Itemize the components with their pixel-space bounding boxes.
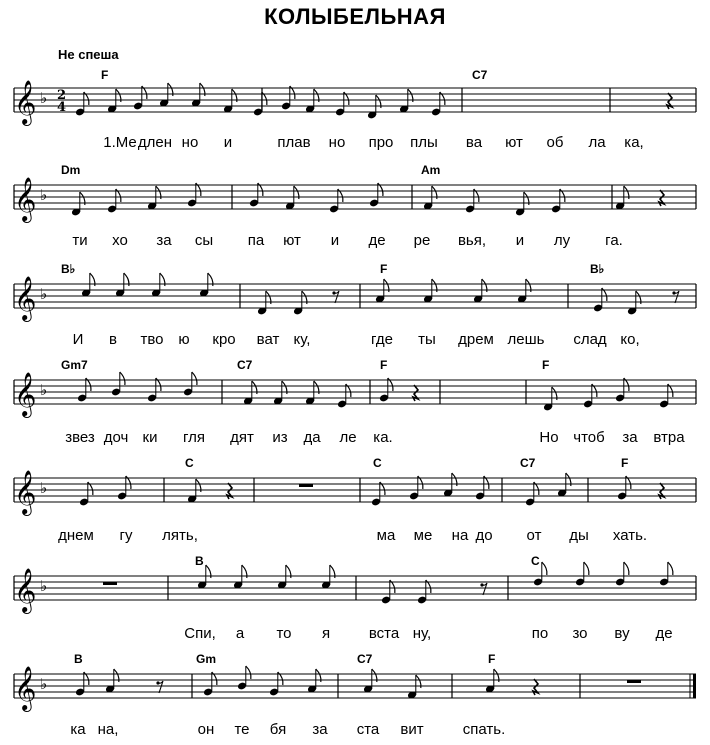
lyric-syllable: длен [137,134,173,151]
chord-symbol: C7 [237,358,253,372]
lyric-syllable: ку, [293,331,311,348]
chord-symbol: C [185,456,194,470]
whole-rest [299,484,313,487]
lyric-syllable: дрем [458,331,494,348]
lyric-syllable: ну, [412,625,432,642]
lyric-syllable: ки [142,429,158,446]
lyric-syllable: но [328,134,346,151]
lyric-syllable: хо [112,232,128,249]
lyric-syllable: и [515,232,525,249]
lyric-syllable: лешь [507,331,545,348]
lyric-syllable: чтоб [573,429,605,446]
lyric-syllable: за [156,232,172,249]
lyric-syllable: зо [572,625,588,642]
lyric-syllable: ю [178,331,190,348]
lyric-syllable: ют [505,134,523,151]
lyric-syllable: лять, [162,527,198,544]
eighth-rest [674,291,679,303]
lyric-syllable: слад [573,331,607,348]
lyric-syllable: ка [70,721,86,738]
lyric-syllable: де [655,625,673,642]
lyric-syllable: то [276,625,292,642]
time-signature: 4 [57,100,67,115]
note-flag [668,562,673,575]
lyric-syllable: ко, [620,331,640,348]
lyric-syllable: ют [283,232,301,249]
lyric-syllable: ма [376,527,396,544]
flat-icon: ♭ [40,675,48,693]
lyric-syllable: И [72,331,84,348]
lyric-syllable: вит [400,721,424,738]
chord-symbol: B [74,652,83,666]
chord-symbol: C [373,456,382,470]
lyric-syllable: ват [256,331,280,348]
lyric-syllable: плы [410,134,438,151]
chord-symbol: C7 [520,456,536,470]
flat-icon: ♭ [40,381,48,399]
chord-symbol: Am [421,163,441,177]
flat-icon: ♭ [40,89,48,107]
chord-symbol: F [621,456,629,470]
note-flag [246,666,251,679]
lyric-syllable: ды [569,527,589,544]
chord-symbol: C7 [472,68,488,82]
lyric-syllable: ву [614,625,630,642]
lyric-syllable: ме [413,527,433,544]
chord-symbol: C7 [357,652,373,666]
note-flag [192,372,197,385]
lyric-syllable: на [451,527,469,544]
lyric-syllable: па [247,232,265,249]
lyric-syllable: вста [368,625,400,642]
lyric-syllable: до [475,527,493,544]
chord-symbol: F [488,652,496,666]
lyric-syllable: ста [356,721,380,738]
lyric-syllable: дят [230,429,254,446]
lyric-syllable: те [234,721,250,738]
lyric-syllable: ла [588,134,606,151]
treble-clef-icon: 𝄞 [14,666,37,710]
lyric-syllable: за [312,721,328,738]
treble-clef-icon: 𝄞 [14,568,37,612]
lyric-syllable: бя [269,721,287,738]
lyric-syllable: об [546,134,564,151]
lyric-syllable: ка. [373,429,393,446]
chord-symbol: B♭ [61,262,76,276]
lyric-syllable: 1.Ме [103,134,137,151]
lyric-syllable: где [371,331,393,348]
final-barline [693,674,696,698]
lyric-syllable: на, [97,721,119,738]
whole-rest [627,680,641,683]
note-flag [624,562,629,575]
chord-symbol: F [380,262,388,276]
flat-icon: ♭ [40,186,48,204]
quarter-rest [227,483,232,499]
time-signature: 2 [57,88,67,103]
lyric-syllable: да [303,429,321,446]
chord-symbol: C [531,554,540,568]
lyric-syllable: я [321,625,331,642]
lyric-syllable: втра [653,429,685,446]
song-title: КОЛЫБЕЛЬНАЯ [264,4,446,29]
chord-symbol: Gm [196,652,217,666]
lyric-syllable: ты [418,331,436,348]
lyric-syllable: днем [58,527,94,544]
chord-symbol: F [380,358,388,372]
chord-symbol: B♭ [590,262,605,276]
lyric-syllable: а [235,625,245,642]
lyric-syllable: хать. [612,527,648,544]
treble-clef-icon: 𝄞 [14,372,37,416]
tempo-marking: Не спеша [58,47,119,62]
lyric-syllable: вья, [457,232,487,249]
lyric-syllable: кро [212,331,236,348]
quarter-rest [667,93,672,109]
lyric-syllable: из [272,429,288,446]
treble-clef-icon: 𝄞 [14,276,37,320]
lyric-syllable: он [197,721,215,738]
lyric-syllable: звез [65,429,95,446]
note-flag [542,562,547,575]
lyric-syllable: плав [277,134,311,151]
lyric-syllable: но [181,134,199,151]
chord-symbol: Dm [61,163,81,177]
treble-clef-icon: 𝄞 [14,470,37,514]
lyric-syllable: гу [119,527,133,544]
chord-symbol: B [195,554,204,568]
quarter-rest [413,385,418,401]
lyric-syllable: про [368,134,394,151]
lyric-syllable: ти [72,232,88,249]
lyric-syllable: де [368,232,386,249]
note-flag [120,372,125,385]
lyric-syllable: сы [194,232,214,249]
quarter-rest [533,679,538,695]
eighth-rest [158,681,163,693]
lyric-syllable: в [109,331,117,348]
flat-icon: ♭ [40,479,48,497]
eighth-rest [482,583,487,595]
chord-symbol: F [542,358,550,372]
chord-symbol: F [101,68,109,82]
lyric-syllable: и [330,232,340,249]
lyric-syllable: ка, [624,134,644,151]
eighth-rest [334,291,339,303]
lyric-syllable: по [531,625,549,642]
lyric-syllable: и [223,134,233,151]
lyric-syllable: тво [140,331,164,348]
note-flag [584,562,589,575]
lyric-syllable: ле [339,429,357,446]
flat-icon: ♭ [40,577,48,595]
lyric-syllable: ре [413,232,431,249]
lyric-syllable: лу [553,232,571,249]
lyric-syllable: Но [539,429,559,446]
chord-symbol: Gm7 [61,358,88,372]
lyric-syllable: Спи, [184,625,216,642]
lyric-syllable: спать. [462,721,506,738]
lyric-syllable: гля [182,429,206,446]
whole-rest [103,582,117,585]
lyric-syllable: доч [103,429,129,446]
lyric-syllable: от [526,527,542,544]
lyric-syllable: за [622,429,638,446]
quarter-rest [659,483,664,499]
lyric-syllable: га. [605,232,623,249]
quarter-rest [659,190,664,206]
treble-clef-icon: 𝄞 [14,80,37,124]
flat-icon: ♭ [40,285,48,303]
treble-clef-icon: 𝄞 [14,177,37,221]
lyric-syllable: ва [465,134,483,151]
